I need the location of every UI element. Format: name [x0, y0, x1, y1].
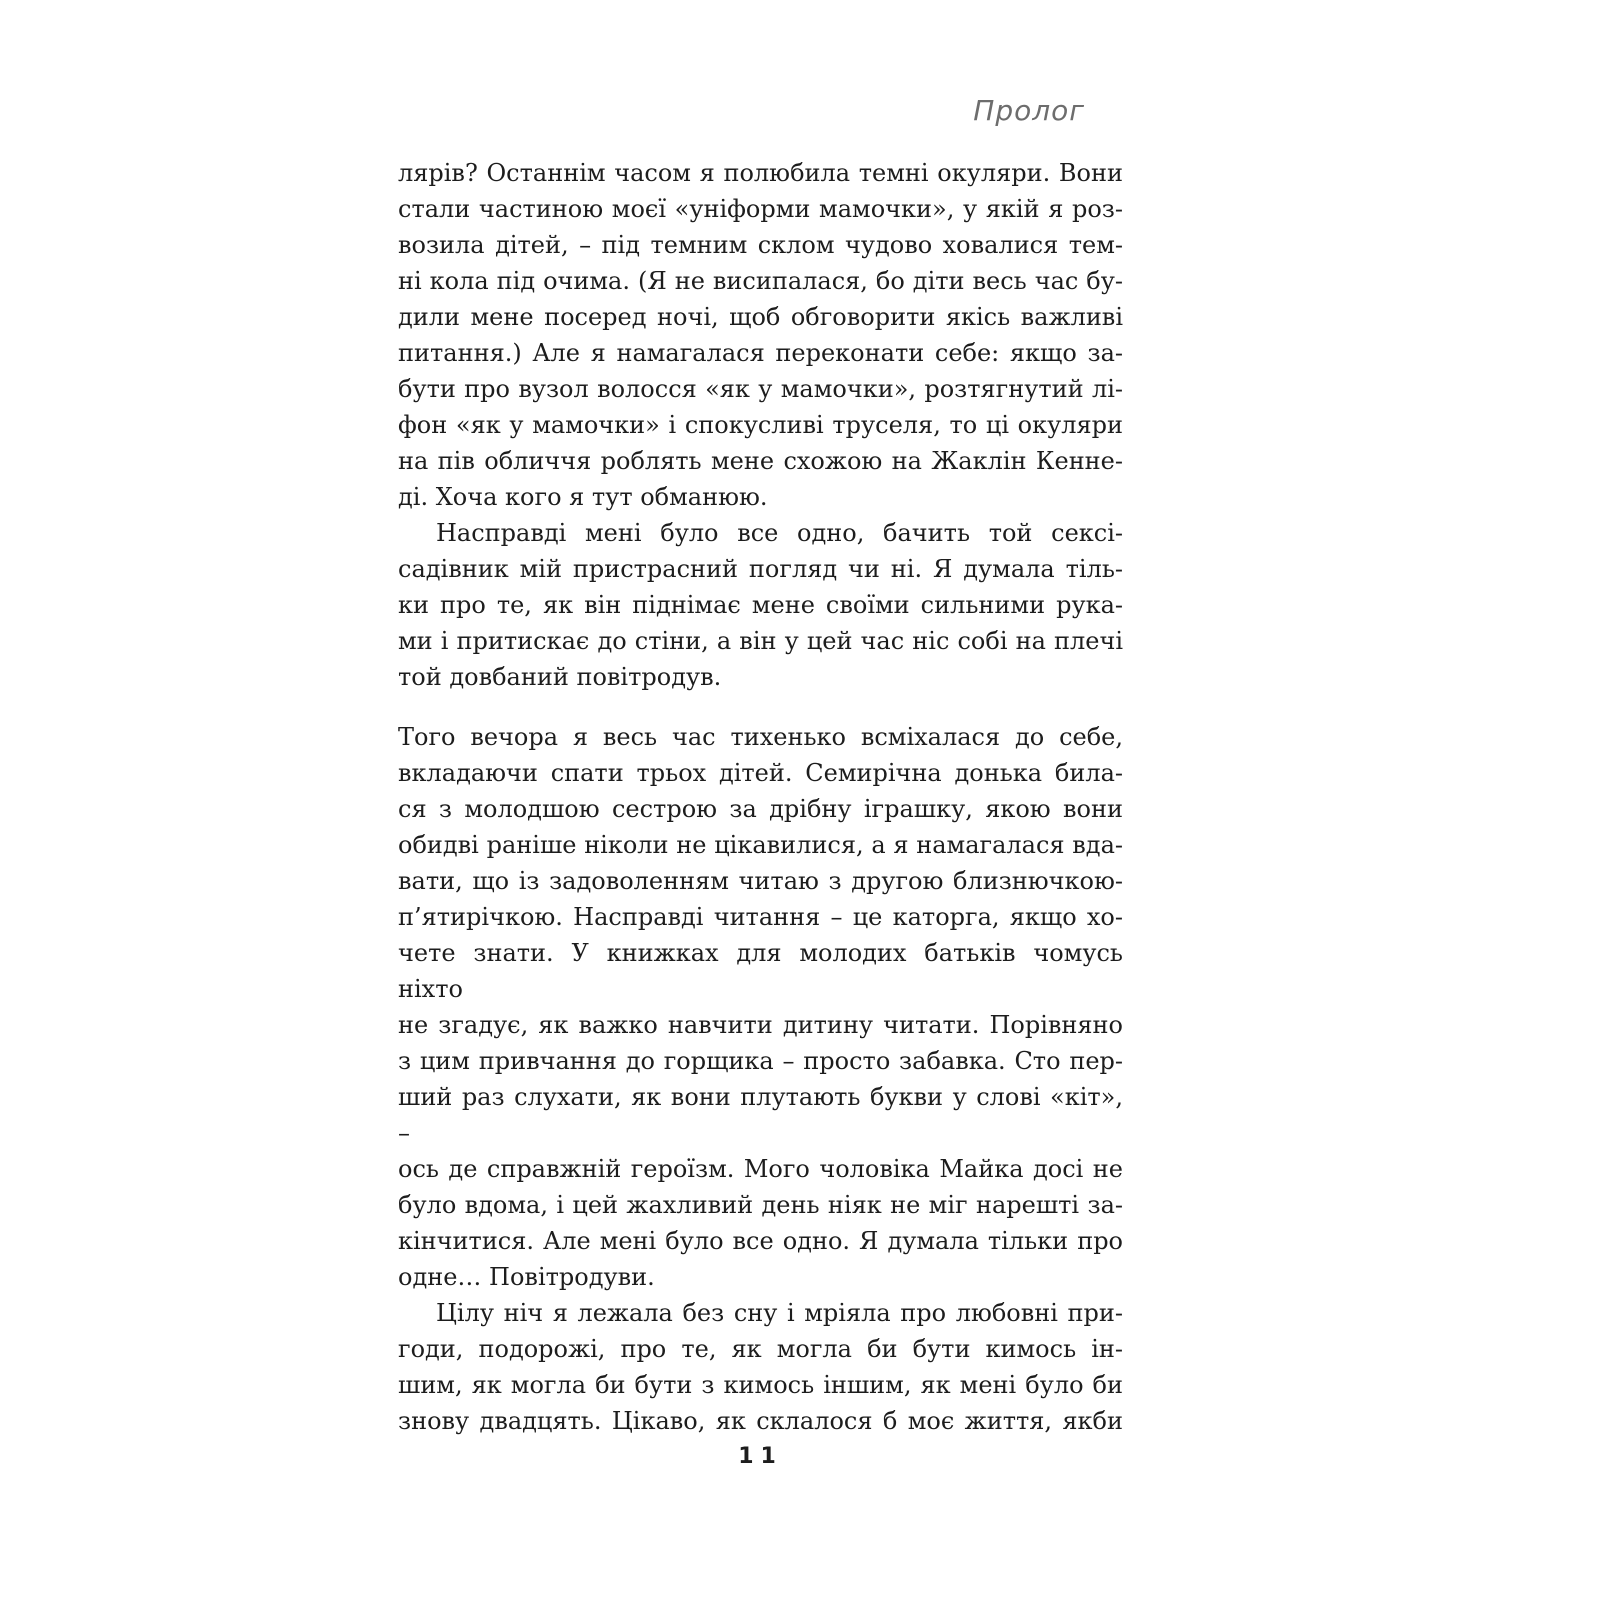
text-line: Насправді мені було все одно, бачить той сексі-	[436, 519, 1123, 547]
page-number: 11	[738, 1444, 783, 1469]
text-line: дили мене посеред ночі, щоб обговорити якісь важливі	[398, 303, 1123, 331]
running-header: Пролог	[973, 94, 1085, 127]
text-line: з цим привчання до горщика – просто забавка. Сто пер-	[398, 1047, 1123, 1075]
text-line: вати, що із задоволенням читаю з другою близнючкою-	[398, 867, 1123, 895]
paragraph	[398, 719, 1123, 1295]
text-line: вкладаючи спати трьох дітей. Семирічна донька била-	[398, 759, 1123, 787]
text-line: ді. Хоча кого я тут обманюю.	[398, 483, 768, 511]
text-block	[398, 155, 1123, 1439]
text-line: лярів? Останнім часом я полюбила темні окуляри. Вони	[398, 159, 1123, 187]
text-line: не згадує, як важко навчити дитину читати. Порівняно	[398, 1011, 1123, 1039]
text-line: питання.) Але я намагалася переконати себе: якщо за-	[398, 339, 1123, 367]
text-line: ми і притискає до стіни, а він у цей час ніс собі на плечі	[398, 627, 1123, 655]
text-line: стали частиною моєї «уніформи мамочки», у якій я роз-	[398, 195, 1123, 223]
text-line: шим, як могла би бути з кимось іншим, як мені було би	[398, 1371, 1123, 1399]
text-line: садівник мій пристрасний погляд чи ні. Я думала тіль-	[398, 555, 1123, 583]
text-line: годи, подорожі, про те, як могла би бути кимось ін-	[398, 1335, 1123, 1363]
text-line: ки про те, як він піднімає мене своїми сильними рука-	[398, 591, 1123, 619]
text-line: Цілу ніч я лежала без сну і мріяла про любовні при-	[436, 1299, 1123, 1327]
text-line: п’ятирічкою. Насправді читання – це каторга, якщо хо-	[398, 903, 1123, 931]
text-line: на пів обличчя роблять мене схожою на Жаклін Кенне-	[398, 447, 1123, 475]
text-line: ось де справжній героїзм. Мого чоловіка Майка досі не	[398, 1155, 1123, 1183]
text-line: одне… Повітродуви.	[398, 1263, 655, 1291]
text-line: було вдома, і цей жахливий день ніяк не міг нарешті за-	[398, 1191, 1123, 1219]
text-line: возила дітей, – під темним склом чудово ховалися тем-	[398, 231, 1123, 259]
paragraph	[398, 155, 1123, 515]
text-line: знову двадцять. Цікаво, як склалося б моє життя, якби	[398, 1407, 1123, 1435]
text-line: ся з молодшою сестрою за дрібну іграшку, якою вони	[398, 795, 1123, 823]
text-line: той довбаний повітродув.	[398, 663, 722, 691]
text-line: обидві раніше ніколи не цікавилися, а я намагалася вда-	[398, 831, 1123, 859]
paragraph	[398, 1295, 1123, 1439]
text-line: Того вечора я весь час тихенько всміхалася до себе,	[398, 723, 1123, 751]
text-line: ні кола під очима. (Я не висипалася, бо діти весь час бу-	[398, 267, 1123, 295]
text-line: ший раз слухати, як вони плутають букви у слові «кіт», –	[398, 1083, 1123, 1147]
text-line: бути про вузол волосся «як у мамочки», розтягнутий лі-	[398, 375, 1123, 403]
text-line: фон «як у мамочки» і спокусливі труселя, то ці окуляри	[398, 411, 1123, 439]
text-line: чете знати. У книжках для молодих батьків чомусь ніхто	[398, 939, 1123, 1003]
paragraph	[398, 515, 1123, 695]
text-line: кінчитися. Але мені було все одно. Я думала тільки про	[398, 1227, 1123, 1255]
